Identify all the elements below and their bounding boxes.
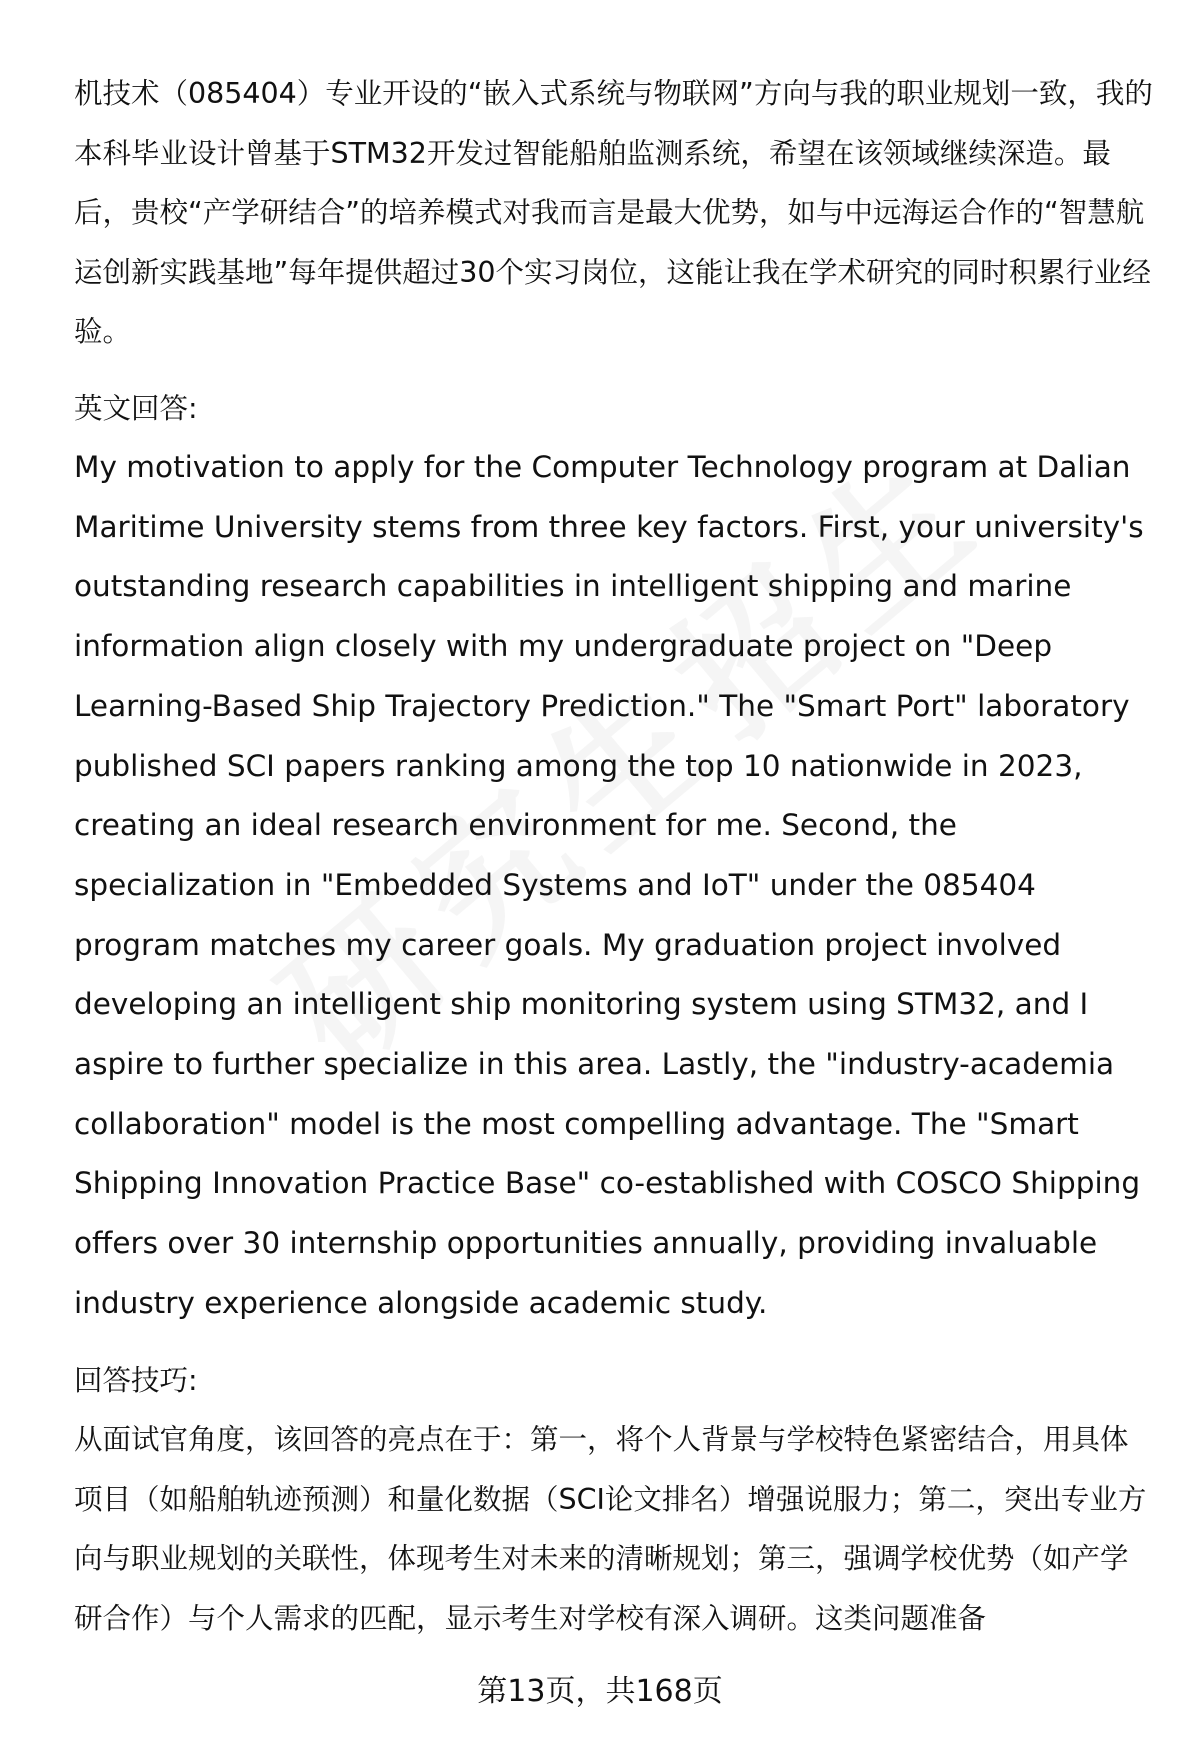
page-number-footer: 第13页，共168页 [477, 1674, 723, 1709]
english-answer-heading: 英文回答: [74, 391, 198, 425]
answer-tips-heading: 回答技巧: [74, 1363, 198, 1397]
english-answer-paragraph: My motivation to apply for the Computer Technology program at Dalian Maritime University stems from three key factors. First, your university's outstanding research capabilities in intelligent shipping and marine information align closely with my undergraduate project on "Deep Learning-Based Ship Trajectory Prediction." The "Smart Port" laboratory published SCI papers ranking among the top 10 nationwide in 2023, creating an ideal research environment for me. Second, the specialization in "Embedded Systems and IoT" under the 085404 program matches my career goals. My graduation project involved developing an intelligent ship monitoring system using STM32, and I aspire to further specialize in this area. Lastly, the "industry-academia collaboration" model is the most compelling advantage. The "Smart Shipping Innovation Practice Base" co-established with COSCO Shipping offers over 30 internship opportunities annually, providing invaluable industry experience alongside academic study. [74, 450, 1144, 1320]
answer-tips-paragraph: 从面试官角度，该回答的亮点在于：第一，将个人背景与学校特色紧密结合，用具体项目（如船舶轨迹预测）和量化数据（SCI论文排名）增强说服力；第二，突出专业方向与职业规划的关联性，体现考生对未来的清晰规划；第三，强调学校优势（如产学研合作）与个人需求的匹配，显示考生对学校有深入调研。这类问题准备 [74, 1423, 1147, 1635]
chinese-answer-continuation: 机技术（085404）专业开设的“嵌入式系统与物联网”方向与我的职业规划一致，我的本科毕业设计曾基于STM32开发过智能船舶监测系统，希望在该领域继续深造。最后，贵校“产学研结合”的培养模式对我而言是最大优势，如与中远海运合作的“智慧航运创新实践基地”每年提供超过30个实习岗位，这能让我在学术研究的同时积累行业经验。 [74, 77, 1153, 348]
page-content [74, 64, 1154, 1648]
